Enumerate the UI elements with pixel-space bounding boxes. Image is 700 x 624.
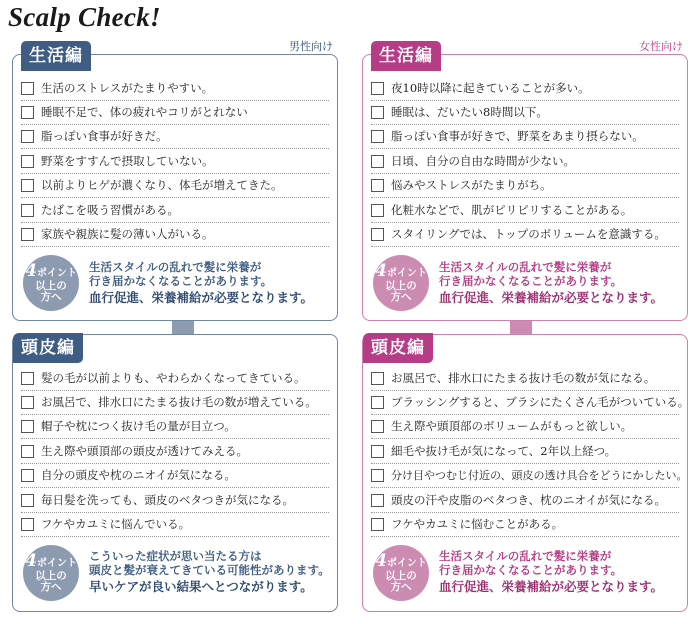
advice-line-2: 行き届かなくなることがあります。: [439, 563, 623, 577]
checkbox[interactable]: [371, 518, 384, 531]
checkbox[interactable]: [21, 420, 34, 433]
advice-line-3: 血行促進、栄養補給が必要となります。: [89, 290, 314, 305]
checkbox[interactable]: [371, 106, 384, 119]
checklist-item[interactable]: 悩みやストレスがたまりがち。: [371, 174, 552, 196]
checkbox[interactable]: [371, 494, 384, 507]
checklist-item[interactable]: フケやカユミに悩むことがある。: [371, 513, 563, 535]
checkbox[interactable]: [21, 82, 34, 95]
checklist-item[interactable]: お風呂で、排水口にたまる抜け毛の数が増えている。: [21, 391, 317, 413]
female-scalp-panel: [362, 334, 688, 612]
checkbox[interactable]: [371, 179, 384, 192]
checkbox[interactable]: [21, 396, 34, 409]
female-lifestyle-panel: [362, 40, 688, 321]
advice-line-1: 生活スタイルの乱れで髪に栄養が: [439, 549, 612, 563]
checklist-item[interactable]: 睡眠は、だいたい8時間以下。: [371, 101, 548, 123]
checkbox[interactable]: [21, 204, 34, 217]
checkbox[interactable]: [371, 204, 384, 217]
male-connector: [172, 320, 194, 334]
checklist-item[interactable]: 生え際や頭頂部のボリュームがもっと欲しい。: [371, 415, 632, 437]
checkbox[interactable]: [371, 469, 384, 482]
advice-line-1: 生活スタイルの乱れで髪に栄養が: [89, 260, 262, 274]
checkbox[interactable]: [21, 494, 34, 507]
checkbox[interactable]: [371, 228, 384, 241]
checkbox[interactable]: [21, 130, 34, 143]
checklist-item[interactable]: 毎日髪を洗っても、頭皮のベタつきが気になる。: [21, 489, 294, 511]
four-points-badge: 4ポイント 以上の 方へ: [373, 255, 429, 311]
checklist-item[interactable]: 睡眠不足で、体の疲れやコリがとれない: [21, 101, 248, 123]
four-points-badge: 4ポイント 以上の 方へ: [23, 545, 79, 601]
four-points-badge: 4ポイント 以上の 方へ: [23, 255, 79, 311]
female-lifestyle-tab: 生活編: [371, 41, 441, 71]
checkbox[interactable]: [21, 469, 34, 482]
female-scalp-tab: 頭皮編: [363, 333, 433, 363]
male-scalp-panel: [12, 334, 338, 612]
checklist-item[interactable]: たばこを吸う習慣がある。: [21, 199, 179, 221]
advice-line-1: 生活スタイルの乱れで髪に栄養が: [439, 260, 612, 274]
checklist-item[interactable]: 化粧水などで、肌がピリピリすることがある。: [371, 199, 632, 221]
checkbox[interactable]: [21, 106, 34, 119]
checklist-item[interactable]: 生え際や頭頂部の頭皮が透けてみえる。: [21, 440, 248, 462]
checklist-item[interactable]: フケやカユミに悩んでいる。: [21, 513, 190, 535]
checklist-item[interactable]: 分け目やつむじ付近の、頭皮の透け具合をどうにかしたい。: [371, 464, 688, 486]
checkbox[interactable]: [371, 372, 384, 385]
advice-line-1: こういった症状が思い当たる方は: [89, 549, 262, 563]
male-lifestyle-tab: 生活編: [21, 41, 91, 71]
advice-line-3: 血行促進、栄養補給が必要となります。: [439, 290, 664, 305]
female-connector: [510, 320, 532, 334]
audience-label: 女性向け: [639, 40, 683, 53]
audience-label: 男性向け: [289, 40, 333, 53]
checkbox[interactable]: [21, 372, 34, 385]
checklist-item[interactable]: 頭皮の汗や皮脂のベタつき、枕のニオイが気になる。: [371, 489, 666, 511]
checkbox[interactable]: [21, 179, 34, 192]
checklist-item[interactable]: 日頃、自分の自由な時間が少ない。: [371, 150, 575, 172]
checkbox[interactable]: [371, 130, 384, 143]
checkbox[interactable]: [21, 228, 34, 241]
checkbox[interactable]: [371, 155, 384, 168]
advice-line-3: 血行促進、栄養補給が必要となります。: [439, 579, 664, 594]
male-lifestyle-panel: [12, 40, 338, 321]
checkbox[interactable]: [21, 155, 34, 168]
checkbox[interactable]: [21, 518, 34, 531]
male-scalp-tab: 頭皮編: [13, 333, 83, 363]
checklist-item[interactable]: スタイリングでは、トップのボリュームを意識する。: [371, 223, 666, 245]
page-title: Scalp Check!: [8, 2, 161, 32]
checklist-item[interactable]: ブラッシングすると、ブラシにたくさん毛がついている。: [371, 391, 689, 413]
checklist-item[interactable]: お風呂で、排水口にたまる抜け毛の数が気になる。: [371, 367, 655, 389]
checklist-item[interactable]: 髪の毛が以前よりも、やわらかくなってきている。: [21, 367, 306, 389]
advice-line-3: 早いケアが良い結果へとつながります。: [89, 579, 313, 594]
checklist-item[interactable]: 細毛や抜け毛が気になって、2年以上経つ。: [371, 440, 616, 462]
advice-line-2: 行き届かなくなることがあります。: [89, 274, 273, 288]
checkbox[interactable]: [371, 445, 384, 458]
checklist-item[interactable]: 以前よりヒゲが濃くなり、体毛が増えてきた。: [21, 174, 283, 196]
checklist-item[interactable]: 夜10時以降に起きていることが多い。: [371, 77, 590, 99]
checklist-item[interactable]: 生活のストレスがたまりやすい。: [21, 77, 213, 99]
four-points-badge: 4ポイント 以上の 方へ: [373, 545, 429, 601]
checklist-item[interactable]: 帽子や枕につく抜け毛の量が目立つ。: [21, 415, 236, 437]
checkbox[interactable]: [371, 420, 384, 433]
checkbox[interactable]: [371, 396, 384, 409]
advice-line-2: 頭皮と髪が衰えてきている可能性があります。: [89, 563, 330, 577]
checklist-item[interactable]: 脂っぽい食事が好きだ。: [21, 125, 168, 147]
checkbox[interactable]: [371, 82, 384, 95]
checkbox[interactable]: [21, 445, 34, 458]
advice-line-2: 行き届かなくなることがあります。: [439, 274, 623, 288]
checklist-item[interactable]: 家族や親族に髪の薄い人がいる。: [21, 223, 214, 245]
checklist-item[interactable]: 野菜をすすんで摂取していない。: [21, 150, 214, 172]
checklist-item[interactable]: 自分の頭皮や枕のニオイが気になる。: [21, 464, 236, 486]
checklist-item[interactable]: 脂っぽい食事が好きで、野菜をあまり摂らない。: [371, 125, 644, 147]
